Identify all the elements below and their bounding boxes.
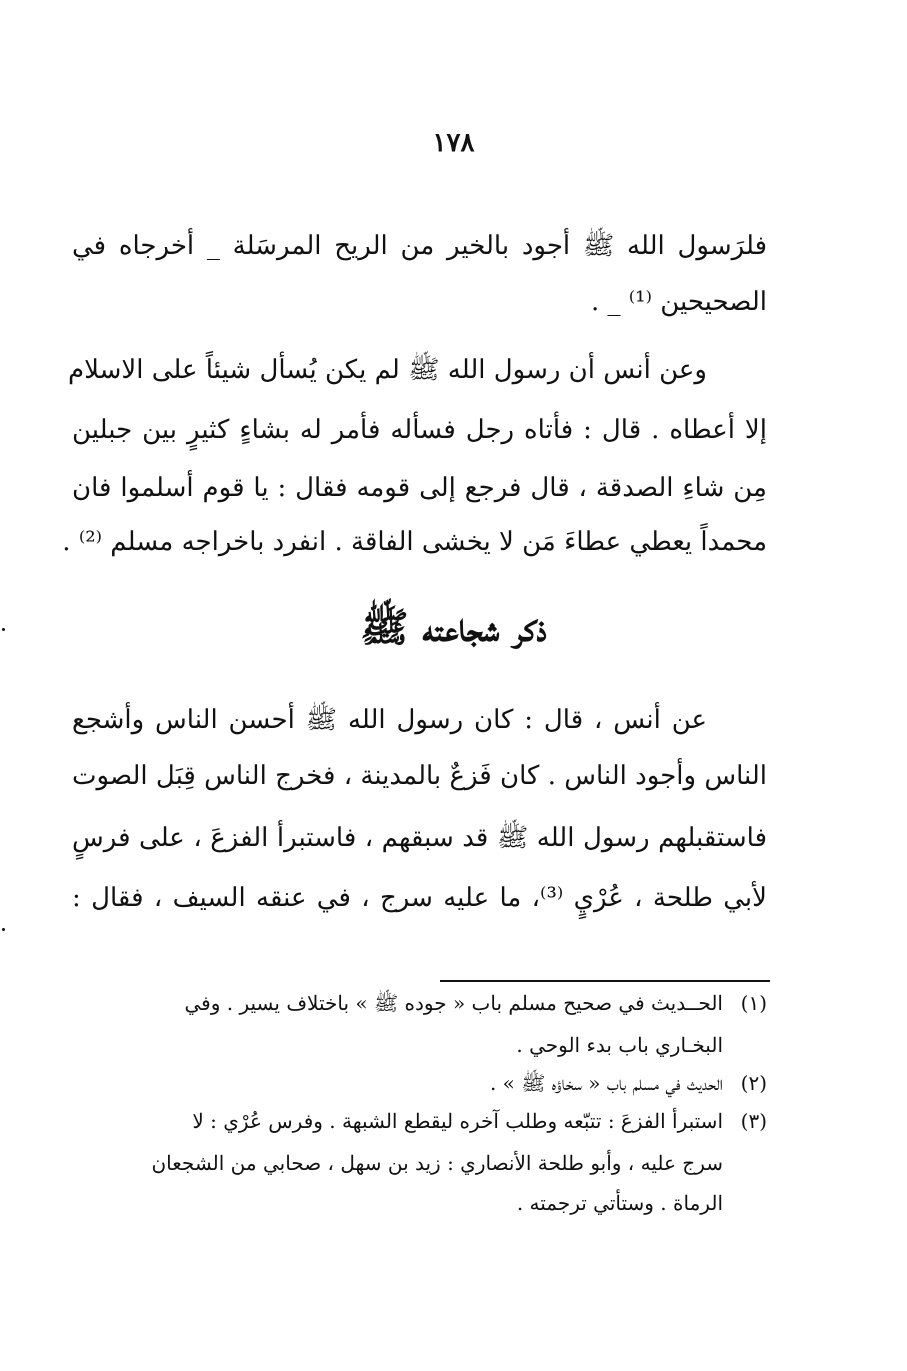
footnote-3-text-1: استبرأ الفزعَ : تتبّعه وطلب آخره ليقطع الشبهة . وفرس عُرْي : لا (192, 1109, 723, 1133)
footnote-divider (440, 980, 770, 982)
footnote-1-line-1 (72, 988, 767, 1018)
paragraph-1-line-2: الصحيحين ⁽¹⁾ _ . (590, 287, 767, 317)
paragraph-3-line-4: لأبي طلحة ، عُرْيٍ ⁽³⁾، ما عليه سرج ، في عنقه السيف ، فقال : (72, 883, 767, 913)
paragraph-2-line-4: محمداً يعطي عطاءَ مَن لا يخشى الفاقة . انفرد باخراجه مسلم ⁽²⁾ . (62, 527, 767, 557)
section-title: ذكر شجاعته ﷺ (360, 604, 547, 651)
scan-speck (2, 628, 5, 631)
paragraph-2-line-1: وعن أنس أن رسول الله ﷺ لم يكن يُسأل شيئاً على الاسلام (68, 355, 707, 385)
footnote-1-number: (١) (740, 991, 767, 1015)
paragraph-2-line-2: إلا أعطاه . قال : فأتاه رجل فسأله فأمر له بشاءٍ كثيرٍ بين جبلين (72, 415, 767, 445)
footnote-2-number: (٢) (740, 1071, 767, 1095)
footnote-2-text-1: الحديث في مسلم باب « سخاؤه ﷺ » . (489, 1071, 723, 1095)
footnote-3-line-3: الرماة . وستأتي ترجمته . (516, 1191, 723, 1215)
footnote-3-line-2: سرج عليه ، وأبو طلحة الأنصاري : زيد بن سهل ، صحابي من الشجعان (151, 1151, 723, 1175)
footnote-1-text-1: الحــديث في صحيح مسلم باب « جوده ﷺ » باختلاف يسير . وفي (184, 991, 723, 1015)
paragraph-2-line-3: مِن شاءِ الصدقة ، قال فرجع إلى قومه فقال : يا قوم أسلموا فان (72, 473, 767, 503)
paragraph-1-line-1: فلرَسول الله ﷺ أجود بالخير من الريح المرسَلة _ أخرجاه في (72, 231, 767, 261)
footnote-1-line-2: البخـاري باب بدء الوحي . (516, 1033, 723, 1057)
paragraph-3-line-1: عن أنس ، قال : كان رسول الله ﷺ أحسن الناس وأشجع (72, 705, 707, 735)
footnote-3-number: (٣) (740, 1109, 767, 1133)
footnote-3-line-1 (72, 1106, 767, 1136)
page-number: ١٧٨ (432, 128, 475, 158)
scan-speck (2, 928, 5, 931)
paragraph-3-line-2: الناس وأجود الناس . كان فَزعٌ بالمدينة ، فخرج الناس قِبَل الصوت (72, 761, 767, 791)
paragraph-3-line-3: فاستقبلهم رسول الله ﷺ قد سبقهم ، فاستبرأ الفزعَ ، على فرسٍ (72, 823, 767, 853)
footnote-2-line-1 (72, 1068, 767, 1098)
